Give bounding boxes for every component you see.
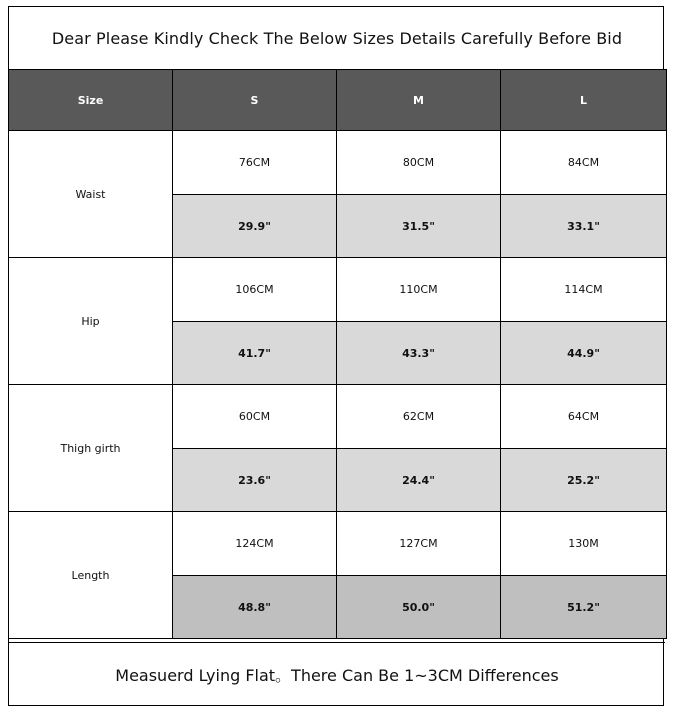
table-cell: 80CM <box>337 131 501 195</box>
table-cell: 130M <box>501 512 667 576</box>
table-cell: 31.5" <box>337 195 501 258</box>
header-size-s: S <box>173 70 337 131</box>
row-label-waist: Waist <box>9 131 173 258</box>
table-cell: 76CM <box>173 131 337 195</box>
table-cell: 43.3" <box>337 322 501 385</box>
footer-note: Measuerd Lying Flat。There Can Be 1~3CM Differences <box>9 642 665 706</box>
table-row <box>9 258 667 322</box>
table-row <box>9 385 667 449</box>
size-table <box>8 69 667 639</box>
page-title: Dear Please Kindly Check The Below Sizes Details Carefully Before Bid <box>9 7 665 70</box>
row-label-hip: Hip <box>9 258 173 385</box>
table-row <box>9 131 667 195</box>
size-chart <box>8 6 664 706</box>
table-cell: 33.1" <box>501 195 667 258</box>
table-cell: 127CM <box>337 512 501 576</box>
table-cell: 110CM <box>337 258 501 322</box>
table-cell: 124CM <box>173 512 337 576</box>
table-cell: 51.2" <box>501 576 667 639</box>
row-label-length: Length <box>9 512 173 639</box>
table-cell: 84CM <box>501 131 667 195</box>
table-cell: 48.8" <box>173 576 337 639</box>
table-cell: 29.9" <box>173 195 337 258</box>
header-size-m: M <box>337 70 501 131</box>
header-size-l: L <box>501 70 667 131</box>
table-cell: 25.2" <box>501 449 667 512</box>
table-cell: 106CM <box>173 258 337 322</box>
table-cell: 64CM <box>501 385 667 449</box>
table-cell: 23.6" <box>173 449 337 512</box>
table-cell: 62CM <box>337 385 501 449</box>
table-cell: 114CM <box>501 258 667 322</box>
table-cell: 50.0" <box>337 576 501 639</box>
table-cell: 24.4" <box>337 449 501 512</box>
table-cell: 41.7" <box>173 322 337 385</box>
header-size: Size <box>9 70 173 131</box>
table-header-row <box>9 70 667 131</box>
table-cell: 60CM <box>173 385 337 449</box>
table-row <box>9 512 667 576</box>
row-label-thigh-girth: Thigh girth <box>9 385 173 512</box>
table-cell: 44.9" <box>501 322 667 385</box>
